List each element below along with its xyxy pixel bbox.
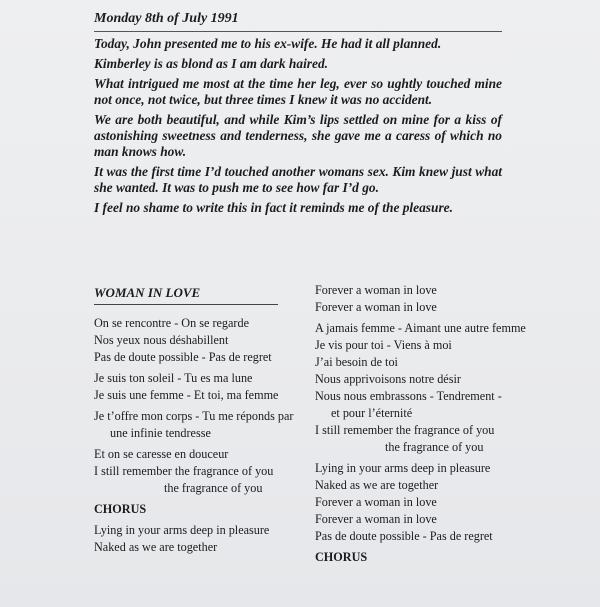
lyric-line: Lying in your arms deep in pleasure: [94, 523, 270, 537]
lyric-line: une infinie tendresse: [110, 426, 211, 440]
stanza: [94, 408, 294, 442]
stanza: [94, 522, 284, 556]
lyric-line: J’ai besoin de toi: [315, 355, 398, 369]
lyric-line: Forever a woman in love: [315, 495, 437, 509]
song-title: WOMAN IN LOVE: [94, 284, 278, 305]
lyric-line: Nous nous embrassons - Tendrement -: [315, 389, 502, 403]
lyric-line: Je suis une femme - Et toi, ma femme: [94, 388, 279, 402]
lyric-line: Je t’offre mon corps - Tu me réponds par: [94, 409, 294, 423]
lyric-line: Et on se caresse en douceur: [94, 447, 229, 461]
lyric-line: Nos yeux nous déshabillent: [94, 333, 229, 347]
lyric-line: Forever a woman in love: [315, 512, 437, 526]
lyric-line: Pas de doute possible - Pas de regret: [94, 350, 272, 364]
diary-entry: [94, 10, 502, 216]
stanza: [315, 320, 535, 456]
lyric-line: Je suis ton soleil - Tu es ma lune: [94, 371, 253, 385]
lyric-line: Nous apprivoisons notre désir: [315, 372, 461, 386]
lyric-line: Lying in your arms deep in pleasure: [315, 461, 491, 475]
lyric-line: A jamais femme - Aimant une autre femme: [315, 321, 526, 335]
lyric-line: Forever a woman in love: [315, 283, 437, 297]
stanza: [315, 460, 535, 545]
chorus-label: CHORUS: [94, 502, 147, 516]
diary-paragraph: Today, John presented me to his ex-wife. He had it all planned.: [94, 36, 442, 51]
lyric-line: the fragrance of you: [385, 440, 484, 454]
lyric-line: Forever a woman in love: [315, 300, 437, 314]
lyric-line: et pour l’éternité: [331, 406, 413, 420]
stanza: [94, 370, 284, 404]
lyric-line: I still remember the fragrance of you: [94, 464, 274, 478]
lyrics-right-column: [315, 282, 535, 570]
lyric-line: I still remember the fragrance of you: [315, 423, 495, 437]
stanza: [94, 446, 284, 497]
lyric-line: Je vis pour toi - Viens à moi: [315, 338, 452, 352]
diary-paragraph: What intrigued me most at the time her leg, ever so ughtly touched mine not once, not twice, but three times I knew it was no accident.: [94, 76, 502, 107]
lyric-line: On se rencontre - On se regarde: [94, 316, 249, 330]
diary-paragraph: Kimberley is as blond as I am dark haired.: [94, 56, 328, 71]
stanza: [315, 282, 535, 316]
diary-paragraph: We are both beautiful, and while Kim’s lips settled on mine for a kiss of astonishing sweetness and tenderness, she gave me a caress of which no man knows how.: [94, 112, 502, 159]
diary-paragraph: I feel no shame to write this in fact it reminds me of the pleasure.: [94, 200, 453, 215]
lyric-line: Naked as we are together: [315, 478, 439, 492]
stanza: [94, 315, 284, 366]
lyrics-left-column: [94, 284, 294, 560]
lyric-line: Naked as we are together: [94, 540, 218, 554]
lyric-line: Pas de doute possible - Pas de regret: [315, 529, 493, 543]
diary-paragraph: It was the first time I’d touched another womans sex. Kim knew just what she wanted. It was to push me to see how far I’d go.: [94, 164, 502, 195]
lyric-line: the fragrance of you: [164, 481, 263, 495]
diary-date: Monday 8th of July 1991: [94, 10, 502, 32]
chorus-label: CHORUS: [315, 550, 368, 564]
